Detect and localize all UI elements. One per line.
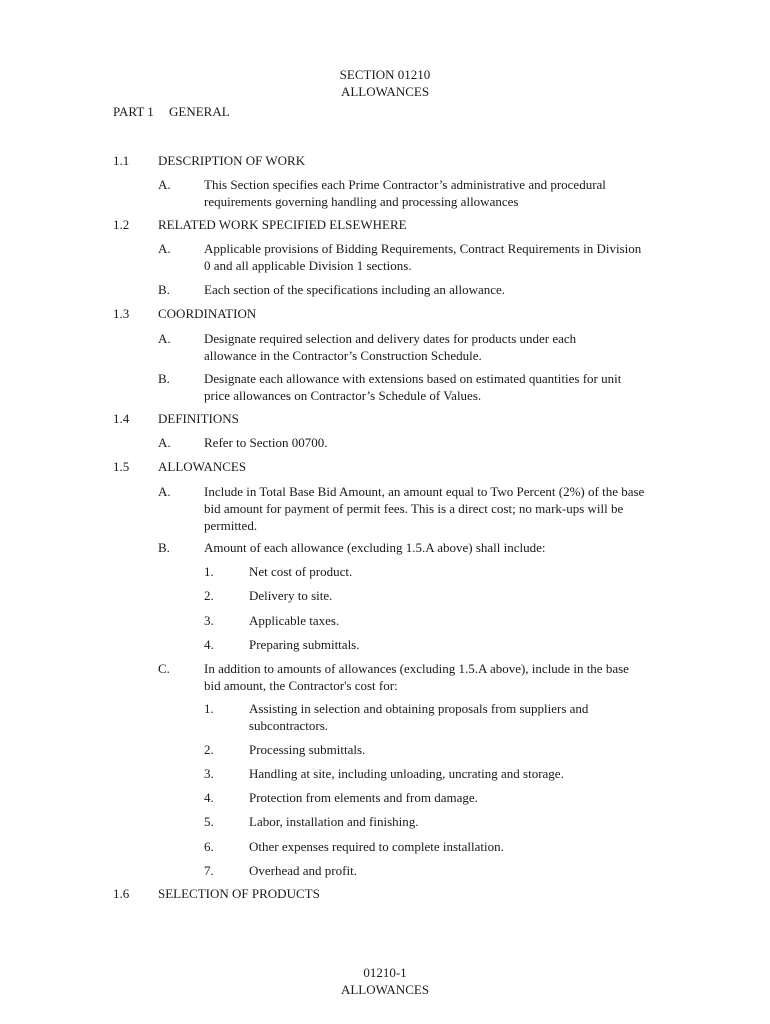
article-title: RELATED WORK SPECIFIED ELSEWHERE (158, 217, 407, 232)
subparagraph-text: Processing submittals. (249, 742, 366, 757)
footer-title: ALLOWANCES (340, 982, 430, 997)
article-title: DEFINITIONS (158, 411, 239, 426)
subparagraph-text: Other expenses required to complete installation. (249, 839, 504, 854)
paragraph-text: This Section specifies each Prime Contractor’s administrative and procedural requirements governing handling and processing allowances (204, 177, 606, 209)
subparagraph-text: Delivery to site. (249, 588, 333, 603)
paragraph-letter: B. (158, 282, 170, 297)
subparagraph-number: 7. (204, 863, 214, 878)
article-number: 1.1 (113, 153, 130, 168)
paragraph-letter: C. (158, 661, 170, 676)
paragraph-letter: B. (158, 371, 170, 386)
paragraph-text: Include in Total Base Bid Amount, an amount equal to Two Percent (2%) of the base bid amount for payment of permit fees. This is a direct cost; no mark-ups will be permitted. (204, 484, 645, 533)
subparagraph-text: Labor, installation and finishing. (249, 814, 419, 829)
paragraph-letter: A. (158, 177, 171, 192)
subparagraph-text: Handling at site, including unloading, uncrating and storage. (249, 766, 564, 781)
subparagraph-text: Applicable taxes. (249, 613, 340, 628)
paragraph-text: Designate required selection and delivery dates for products under each allowance in the Contractor’s Construction Schedule. (204, 331, 577, 363)
article-number: 1.4 (113, 411, 130, 426)
subparagraph-text: Overhead and profit. (249, 863, 357, 878)
paragraph-letter: A. (158, 241, 171, 256)
section-number: SECTION 01210 (339, 67, 431, 82)
subparagraph-number: 5. (204, 814, 214, 829)
subparagraph-number: 3. (204, 766, 214, 781)
paragraph-letter: A. (158, 435, 171, 450)
subparagraph-number: 6. (204, 839, 214, 854)
part-label: PART 1 (113, 104, 154, 119)
subparagraph-number: 1. (204, 701, 214, 716)
article-number: 1.3 (113, 306, 130, 321)
subparagraph-text: Net cost of product. (249, 564, 353, 579)
part-title: GENERAL (169, 104, 230, 119)
subparagraph-number: 2. (204, 588, 214, 603)
article-title: COORDINATION (158, 306, 257, 321)
subparagraph-number: 2. (204, 742, 214, 757)
paragraph-text: Designate each allowance with extensions based on estimated quantities for unit price allowances on Contractor’s Schedule of Values. (204, 371, 622, 403)
subparagraph-text: Preparing submittals. (249, 637, 360, 652)
subparagraph-number: 4. (204, 637, 214, 652)
subparagraph-text: Protection from elements and from damage. (249, 790, 478, 805)
article-number: 1.2 (113, 217, 130, 232)
paragraph-text: Refer to Section 00700. (204, 435, 328, 450)
article-number: 1.6 (113, 886, 130, 901)
footer-page-number: 01210-1 (363, 965, 407, 980)
paragraph-letter: A. (158, 331, 171, 346)
paragraph-text: In addition to amounts of allowances (excluding 1.5.A above), include in the base bid amount, the Contractor's cost for: (204, 661, 629, 693)
paragraph-text: Each section of the specifications including an allowance. (204, 282, 506, 297)
subparagraph-number: 3. (204, 613, 214, 628)
paragraph-text: Applicable provisions of Bidding Requirements, Contract Requirements in Division 0 and all applicable Division 1 sections. (204, 241, 642, 273)
subparagraph-number: 1. (204, 564, 214, 579)
article-title: SELECTION OF PRODUCTS (158, 886, 320, 901)
section-title: ALLOWANCES (340, 84, 430, 99)
subparagraph-number: 4. (204, 790, 214, 805)
paragraph-text: Amount of each allowance (excluding 1.5.A above) shall include: (204, 540, 546, 555)
subparagraph-text: Assisting in selection and obtaining proposals from suppliers and subcontractors. (249, 701, 589, 733)
paragraph-letter: B. (158, 540, 170, 555)
article-title: ALLOWANCES (158, 459, 247, 474)
paragraph-letter: A. (158, 484, 171, 499)
article-title: DESCRIPTION OF WORK (158, 153, 306, 168)
article-number: 1.5 (113, 459, 130, 474)
